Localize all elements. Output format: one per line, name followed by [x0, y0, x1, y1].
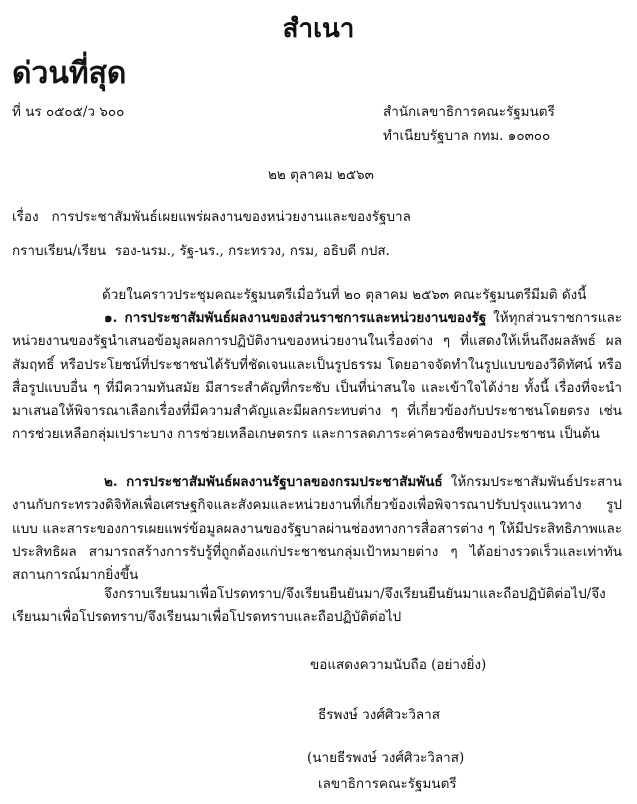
recipient-label: กราบเรียน/เรียน — [12, 243, 107, 259]
recipient-line — [12, 239, 390, 261]
subject-line — [12, 205, 411, 227]
signer-position: เลขาธิการคณะรัฐมนตรี — [318, 776, 457, 792]
item-1-paragraph — [12, 307, 622, 447]
item-1-heading: ๑. การประชาสัมพันธ์ผลงานของส่วนราชการและหน่วยงานของรัฐ — [104, 310, 487, 326]
subject-label: เรื่อง — [12, 209, 39, 225]
closing-paragraph: จึงกราบเรียนมาเพื่อโปรดทราบ/จึงเรียนยืนยันมา/จึงเรียนยืนยันมาและถือปฏิบัติต่อไป/จึงเรียนมาเพื่อโปรดทราบ/จึงเรียนมาเพื่อโปรดทราบและถือปฏิบัติต่อไป — [12, 586, 606, 626]
item-2-heading: ๒. การประชาสัมพันธ์ผลงานรัฐบาลของกรมประชาสัมพันธ์ — [104, 474, 443, 490]
complimentary-close: ขอแสดงความนับถือ (อย่างยิ่ง) — [310, 657, 487, 673]
item-2-text: ให้กรมประชาสัมพันธ์ประสานงานกับกระทรวงดิจิทัลเพื่อเศรษฐกิจและสังคมและหน่วยงานที่เกี่ยวข้องเพื่อพิจารณาปรับปรุงแนวทาง รูปแบบ และสาระของการเผยแพร่ข้อมูลผลงานของรัฐบาลผ่านช่องทางการสื่อสารต่าง ๆ ให้มีประสิทธิภาพและประสิทธิผล สามารถสร้างการรับรู้ที่ถูกต้องแก่ประชาชนกลุ่มเป้าหมายต่าง ๆ ได้อย่างรวดเร็วและเท่าทันสถานการณ์มากยิ่งขึ้น — [12, 474, 622, 584]
urgency-label: ด่วนที่สุด — [12, 56, 127, 91]
reference-number: ที่ นร ๐๕๐๕/ว ๖๐๐ — [12, 104, 125, 120]
printed-name: (นายธีรพงษ์ วงศ์ศิวะวิลาส) — [307, 750, 465, 766]
subject-text: การประชาสัมพันธ์เผยแพร่ผลงานของหน่วยงานและของรัฐบาล — [51, 209, 411, 225]
item-1-text: ให้ทุกส่วนราชการและหน่วยงานของรัฐนำเสนอข้อมูลผลการปฏิบัติงานของหน่วยงานในเรื่องต่าง ๆ ที่แสดงให้เห็นถึงผลลัพธ์ ผลสัมฤทธิ์ หรือประโยชน์ที่ประชาชนได้รับที่ชัดเจนและเป็นรูปธรรม โดยอาจจัดทำในรูปแบบของวีดิทัศน์ หรือสื่อรูปแบบอื่น ๆ ที่มีความทันสมัย มีสาระสำคัญที่กระชับ เป็นที่น่าสนใจ และเข้าใจได้ง่าย ทั้งนี้ เรื่องที่จะนำมาเสนอให้พิจารณาเลือกเรื่องที่มีความสำคัญและมีผลกระทบต่าง ๆ ที่เกี่ยวข้องกับประชาชนโดยตรง เช่น การช่วยเหลือกลุ่มเปราะบาง การช่วยเหลือเกษตรกร และการลดภาระค่าครองชีพของประชาชน เป็นต้น — [12, 310, 622, 443]
recipient-text: รอง-นรม., รัฐ-นร., กระทรวง, กรม, อธิบดี กปส. — [114, 243, 390, 259]
item-2-paragraph — [12, 471, 622, 587]
signed-name: ธีรพงษ์ วงศ์ศิวะวิลาส — [318, 707, 440, 723]
letter-date: ๒๒ ตุลาคม ๒๕๖๓ — [268, 167, 374, 183]
office-name: สำนักเลขาธิการคณะรัฐมนตรี — [383, 104, 555, 120]
office-address: ทำเนียบรัฐบาล กทม. ๑๐๓๐๐ — [383, 128, 551, 144]
intro-paragraph: ด้วยในคราวประชุมคณะรัฐมนตรีเมื่อวันที่ ๒๐ ตุลาคม ๒๕๖๓ คณะรัฐมนตรีมีมติ ดังนี้ — [102, 287, 587, 303]
copy-label: สำเนา — [282, 14, 355, 44]
